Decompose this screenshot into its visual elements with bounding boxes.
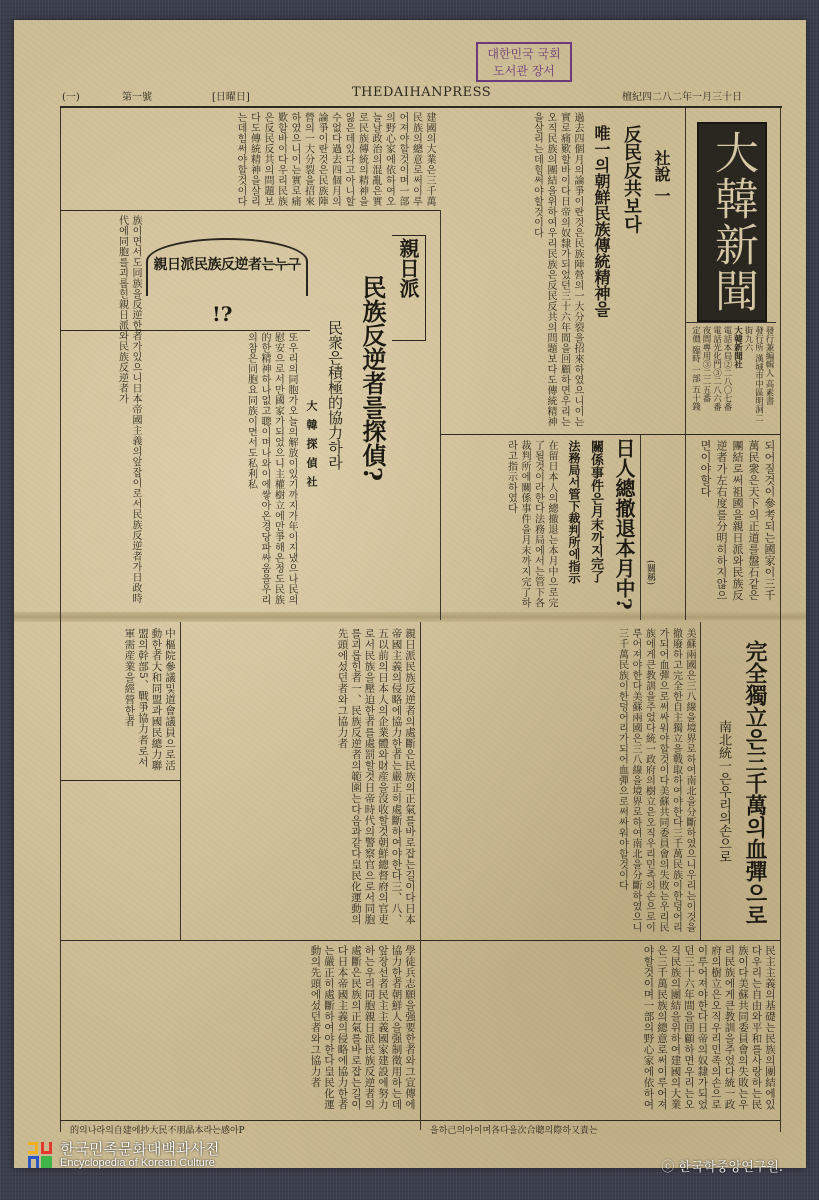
feature-body (150, 332, 298, 612)
phone: 電話本局②二八〇七番 (722, 326, 732, 411)
text-column: 우리民族은反民反共의問題보다도傳統精神을살리는데힘써야할것이다 (235, 112, 287, 207)
text-column: 三千萬民衆은天下의正道를 (747, 440, 776, 601)
feature-headline-top: 親日派 (392, 235, 426, 341)
text-column: 三、八、五以前의日本人의企業體와財産을沒收할것 (377, 628, 403, 925)
text-column: 우리의참은同胞요同族이면서도私利私 (245, 332, 270, 605)
copyright: ⓒ 한국학중앙연구원. (661, 1160, 783, 1175)
text-column: 日帝時代의警察官으로서同胞를괴롭힌者 (350, 628, 376, 925)
english-title: THEDAIHANPRESS (352, 85, 492, 100)
weekday: [日曜日] (212, 92, 250, 103)
office-name: 大韓新聞社 (732, 326, 743, 369)
text-column: 이야할다 (699, 451, 712, 498)
section-rule (440, 434, 780, 435)
office-address: 發行所 漢城市中區明洞二街九六 (743, 326, 764, 423)
text-column: 美蘇共同委員會의失敗는우리民族에게큰教訓을주었다 (643, 628, 668, 933)
text-column: 日本帝國主義의侵略에協力한者는嚴正히處斷하여야한다 (390, 628, 416, 925)
feature-headline: 民族反逆者를探偵? (358, 275, 387, 482)
withdrawal-body (444, 440, 558, 615)
encyclopedia-logo (28, 1140, 219, 1170)
phone: 夜間專用③二二五番 (701, 326, 711, 403)
feature-banner-mark: !? (212, 302, 233, 326)
text-column: 오늘날政治의混亂은實로民族傳統의精神을잃은데있다고아니할수없다 (329, 112, 395, 207)
text-column: 三千萬民族이한덩어리가되어血彈으로써싸워야할것이다 (657, 628, 682, 933)
text-column: 一、民族反逆者의範圍는다음과같다 (350, 683, 362, 859)
lower-article-body-left (64, 628, 176, 776)
feature-banner: 親日派民族反逆者는누구 (146, 238, 308, 296)
text-column: 5、戰爭協力者로서軍需産業을經營한者 (123, 628, 149, 768)
text-column: 皇民化運動의先頭에섰던者와그協力者 (309, 945, 335, 1110)
text-column: 日帝의奴隸가되었던三十六年間을回顧하면우리는오직民族의團結을위하여 (669, 945, 709, 1110)
feature-body-left (64, 215, 142, 610)
header-rule (60, 106, 782, 108)
text-column: 學徒兵志願을强要한者와그宣傳에協力한者 (390, 945, 416, 1110)
text-column: 聰이며나와이에쌓아온경당파싸움을 (259, 416, 270, 584)
withdrawal-subheadline: 關係事件은月末까지完了 (588, 440, 603, 583)
right-column-body (660, 440, 777, 612)
paper-fold (14, 612, 806, 622)
column-divider (700, 622, 701, 940)
header-bar (62, 85, 780, 106)
left-border (60, 108, 61, 1132)
lower-article-body (184, 628, 416, 934)
text-column: 統一政府의樹立은오직우리민족의손으로이루어져야한다 (630, 628, 655, 933)
text-column: 盤石같은團結로써祖國을 (731, 440, 760, 601)
bottom-left-body (64, 945, 416, 1117)
library-stamp (476, 42, 572, 82)
org-english: Encyclopedia of Korean Culture (60, 1157, 215, 1169)
publisher: 發行兼編輯人 高素書 (764, 326, 774, 406)
independence-headline: 完全獨立은三千萬의血彈으로 (742, 640, 768, 926)
text-column: 되어질것이參考되는國家이 (763, 440, 776, 578)
column-divider (180, 622, 181, 940)
text-column: 우리는自由와平和를사랑하는民族이다 (737, 945, 763, 1110)
phone: 電話光化門③二八六番 (711, 326, 722, 411)
bottom-right-body (424, 945, 776, 1117)
section-rule (60, 780, 180, 781)
column-divider (440, 210, 441, 620)
text-column: 朝鮮人을强制徵用하는데앞장선者 (377, 945, 403, 1110)
text-column: 美蘇共同委員會의失敗는우리民族에게큰教訓을주었다 (723, 945, 749, 1110)
text-column: 皇民化運動의先頭에섰던者와그協力者 (336, 628, 362, 925)
feature-byline: 大韓探偵社 (305, 400, 318, 495)
text-column: 民主主義의基礎는民族의團結에있다 (750, 945, 776, 1110)
org-korean: 한국민족문화대백과사전 (60, 1140, 220, 1158)
column-divider (640, 434, 641, 620)
text-column: 大和同盟과國民總力聯盟의幹部 (137, 628, 163, 771)
price: 定價 臨時 一部 五十錢 (690, 326, 701, 411)
text-column: 過去四個月의論爭이란것은民族陣營의一大分裂을招來하였으니이는實로痛歎할바이다 (558, 112, 583, 427)
text-column: 度를分明히하지않으면 (699, 440, 728, 601)
text-column: 日帝의奴隸가되었던三十六年間을回顧하면우리는오직民族의團結을위하여 (545, 112, 570, 427)
text-column: 中樞院參議및道會議員으로活動한者 (150, 628, 176, 771)
text-column: 日本帝國主義의侵略에協力한者는嚴正히處斷하여야한다 (323, 945, 349, 1110)
withdrawal-headline: 日人總撤退本月中? (612, 438, 636, 610)
text-column: 三千萬民族이한덩어리가되어血彈으로써싸워야할것이다 (616, 628, 628, 891)
text-column: 日本帝國主義의앞잡이로서民族反逆者가 (130, 383, 141, 572)
text-column: 法務局에서는管下各裁判所에關係事件을月末까지完了하라고指示하였다 (505, 440, 544, 608)
text-column: 過去四個月의論爭이란것은民族陣營의一大分裂을招來하였으니이는實로痛歎할바이다 (275, 112, 341, 207)
right-column-tag: (關稱) (645, 560, 655, 586)
section-rule (60, 210, 440, 211)
page-number: (一) (62, 92, 80, 103)
editorial-body-continued (64, 112, 436, 207)
text-column: 在留日本人의總撤退는本月中으로完了될것이라한다 (532, 440, 557, 608)
column-divider (420, 622, 421, 1130)
text-column: 統一政府의樹立은오직우리민족의손으로이루어져야한다 (696, 945, 736, 1110)
text-column: 美蘇兩國은三八線을境界로하여南北을分斷하였으니 (630, 691, 641, 933)
stamp-line2: 도서관 장서 (493, 64, 555, 78)
text-column: 朝鮮總督府의官吏로서民族을壓迫한者를處罰할것 (363, 628, 389, 925)
text-column: 親日派民族反逆者의處斷은民族의正氣를바로잡는길이다 (404, 628, 416, 903)
text-column: 親日派와民族反逆者가左右 (715, 440, 744, 601)
text-column: 또우리의同胞가오늘의解放이있기까지가年이지냈으나 (286, 332, 297, 584)
footer-text-right: 을하己의아이며各다을次合聰의際하又貴는 (430, 1126, 598, 1136)
text-column: 民의慰安으로서만國家가되었으니主權樹立에만 (272, 332, 297, 605)
issue-date: 檀紀四二八二年一月三十日 (622, 92, 742, 103)
stamp-line1: 대한민국 국회 (487, 47, 561, 61)
editorial-body (444, 112, 584, 427)
text-column: 爭해온정도民族的한精神하나없고 (259, 332, 284, 605)
right-border (780, 108, 781, 1132)
withdrawal-subheadline-2: 法務局서管下裁判所에指示 (567, 440, 581, 584)
editorial-label: 社說 一 (652, 150, 671, 204)
independence-body (424, 628, 696, 934)
independence-subheadline: 南北統一은우리의손으로 (716, 720, 731, 863)
publisher-info (686, 322, 776, 432)
newspaper-masthead: 大韓新聞 (697, 122, 767, 322)
text-column: 美蘇兩國은三八線을境界로하여南北을分斷하였으니 (684, 628, 695, 870)
feature-subheadline: 民衆은積極的協力하라 (326, 320, 344, 470)
text-column: 族이면서도同族을反逆한者가있으니 (130, 215, 141, 383)
text-column: 建國의大業은三千萬民族의總意로써이루어져야할것이며一部의野心家에依하여 (383, 112, 435, 207)
editorial-subheadline: 唯一의朝鮮民族傳統精神을 (592, 125, 611, 317)
text-column: 親日派民族反逆者의處斷은民族의正氣를바로잡는길이다 (336, 945, 376, 1110)
text-column: 民主主義國家建設에努力하는우리同胞 (363, 945, 389, 1110)
text-column: 우리는이것을撤廢하고完全한自主獨立을戰取하여야한다 (670, 628, 695, 933)
text-column: 우리民族은反民反共의問題보다도傳統精神을살리는데힘써야할것이다 (531, 112, 556, 427)
issue-number: 第一號 (122, 92, 152, 103)
text-column: 建國의大業은三千萬民族의總意로써이루어져야할것이며一部의野心家에依하여 (642, 945, 682, 1110)
editorial-headline: 反民反共보다 (621, 125, 642, 233)
encyclopedia-logo-icon (28, 1140, 56, 1170)
text-column: 日政時代에同胞를괴롭힌親日派와民族反逆者가 (116, 215, 141, 604)
footer-text-left: 的의나라의自建에抄大民不朋晶本라는感아P (70, 1126, 245, 1136)
